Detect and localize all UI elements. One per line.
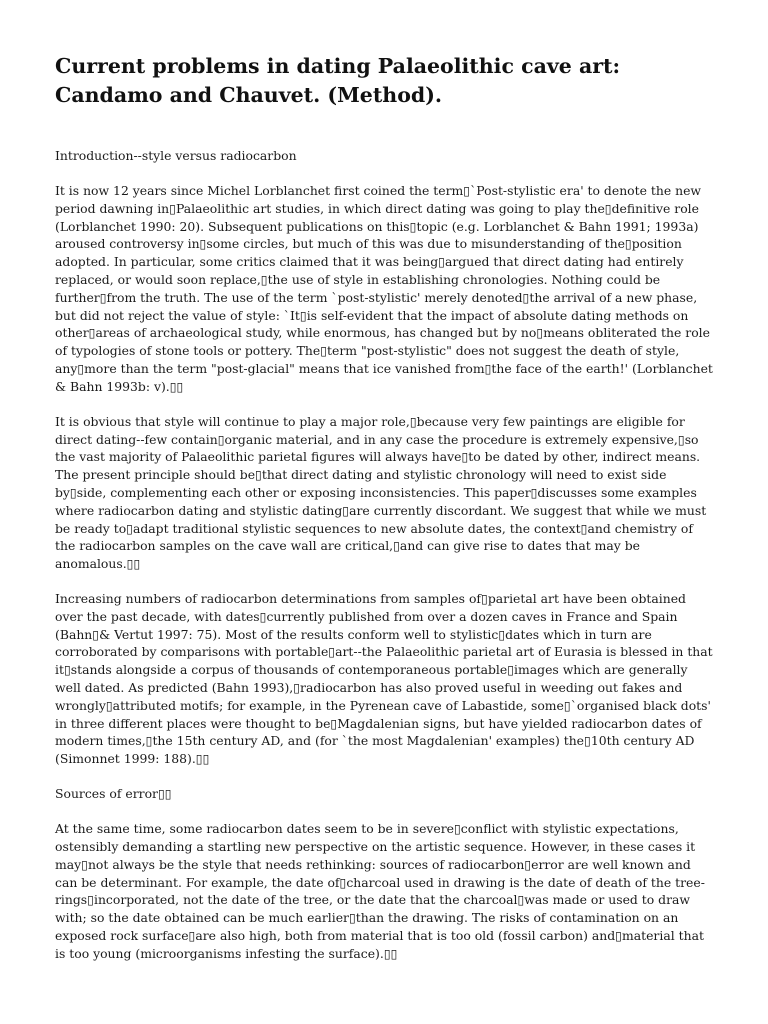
- section-heading-introduction: Introduction--style versus radiocarbon: [55, 148, 297, 163]
- section-heading-sources-of-error: Sources of error▯▯: [55, 786, 172, 802]
- paragraph-2: It is obvious that style will continue to play a major role,▯because very few paintings are eligible for direct dating--few contain▯organic material, and in any case the procedure is extremely expensive,▯so the vast majority of Palaeolithic parietal figures will always have▯to be dated by other, indirect means. The present principle should be▯that direct dating and stylistic chronology will need to exist side by▯side, complementing each other or exposing inconsistencies. This paper▯discusses some examples where radiocarbon dating and stylistic dating▯are currently discordant. We suggest that while we must be ready to▯adapt traditional stylistic sequences to new absolute dates, the context▯and chemistry of the radiocarbon samples on the cave wall are critical,▯and can give rise to dates that may be anomalous.▯▯: [55, 413, 707, 572]
- document-title: Current problems in dating Palaeolithic cave art: Candamo and Chauvet. (Method).: [55, 54, 621, 107]
- paragraph-4: At the same time, some radiocarbon dates seem to be in severe▯conflict with stylistic expectations, ostensibly demanding a startling new perspective on the artistic sequence. However, in these cases it may▯not always be the style that needs rethinking: sources of radiocarbon▯error are well known and can be determinant. For example, the date of▯charcoal used in drawing is the date of death of the tree-rings▯incorporated, not the date of the tree, or the date that the charcoal▯was made or used to draw with; so the date obtained can be much earlier▯than the drawing. The risks of contamination on an exposed rock surface▯are also high, both from material that is too old (fossil carbon) and▯material that is too young (microorganisms infesting the surface).▯▯: [55, 821, 705, 961]
- paragraph-1: It is now 12 years since Michel Lorblanchet first coined the term▯`Post-stylistic era' to denote the new period dawning in▯Palaeolithic art studies, in which direct dating was going to play the▯definitive role (Lorblanchet 1990: 20). Subsequent publications on this▯topic (e.g. Lorblanchet & Bahn 1991; 1993a) aroused controversy in▯some circles, but much of this was due to misunderstanding of the▯position adopted. In particular, some critics claimed that it was being▯argued that direct dating had entirely replaced, or would soon replace,▯the use of style in establishing chronologies. Nothing could be further▯from the truth. The use of the term `post-stylistic' merely denoted▯the arrival of a new phase, but did not reject the value of style: `It▯is self-evident that the impact of absolute dating methods on other▯areas of archaeological study, while enormous, has changed but by no▯means obliterated the role of typologies of stone tools or pottery. The▯term "post-stylistic" does not suggest the death of style, any▯more than the term "post-glacial" means that ice vanished from▯the face of the earth!' (Lorblanchet & Bahn 1993b: v).▯▯: [55, 182, 713, 394]
- paragraph-3: Increasing numbers of radiocarbon determinations from samples of▯parietal art have been obtained over the past decade, with dates▯currently published from over a dozen caves in France and Spain (Bahn▯& Vertut 1997: 75). Most of the results conform well to stylistic▯dates which in turn are corroborated by comparisons with portable▯art--the Palaeolithic parietal art of Eurasia is blessed in that it▯stands alongside a corpus of thousands of contemporaneous portable▯images which are generally well dated. As predicted (Bahn 1993),▯radiocarbon has also proved useful in weeding out fakes and wrongly▯attributed motifs; for example, in the Pyrenean cave of Labastide, some▯`organised black dots' in three different places were thought to be▯Magdalenian signs, but have yielded radiocarbon dates of modern times,▯the 15th century AD, and (for `the most Magdalenian' examples) the▯10th century AD (Simonnet 1999: 188).▯▯: [55, 591, 713, 767]
- document-page: [55, 52, 713, 980]
